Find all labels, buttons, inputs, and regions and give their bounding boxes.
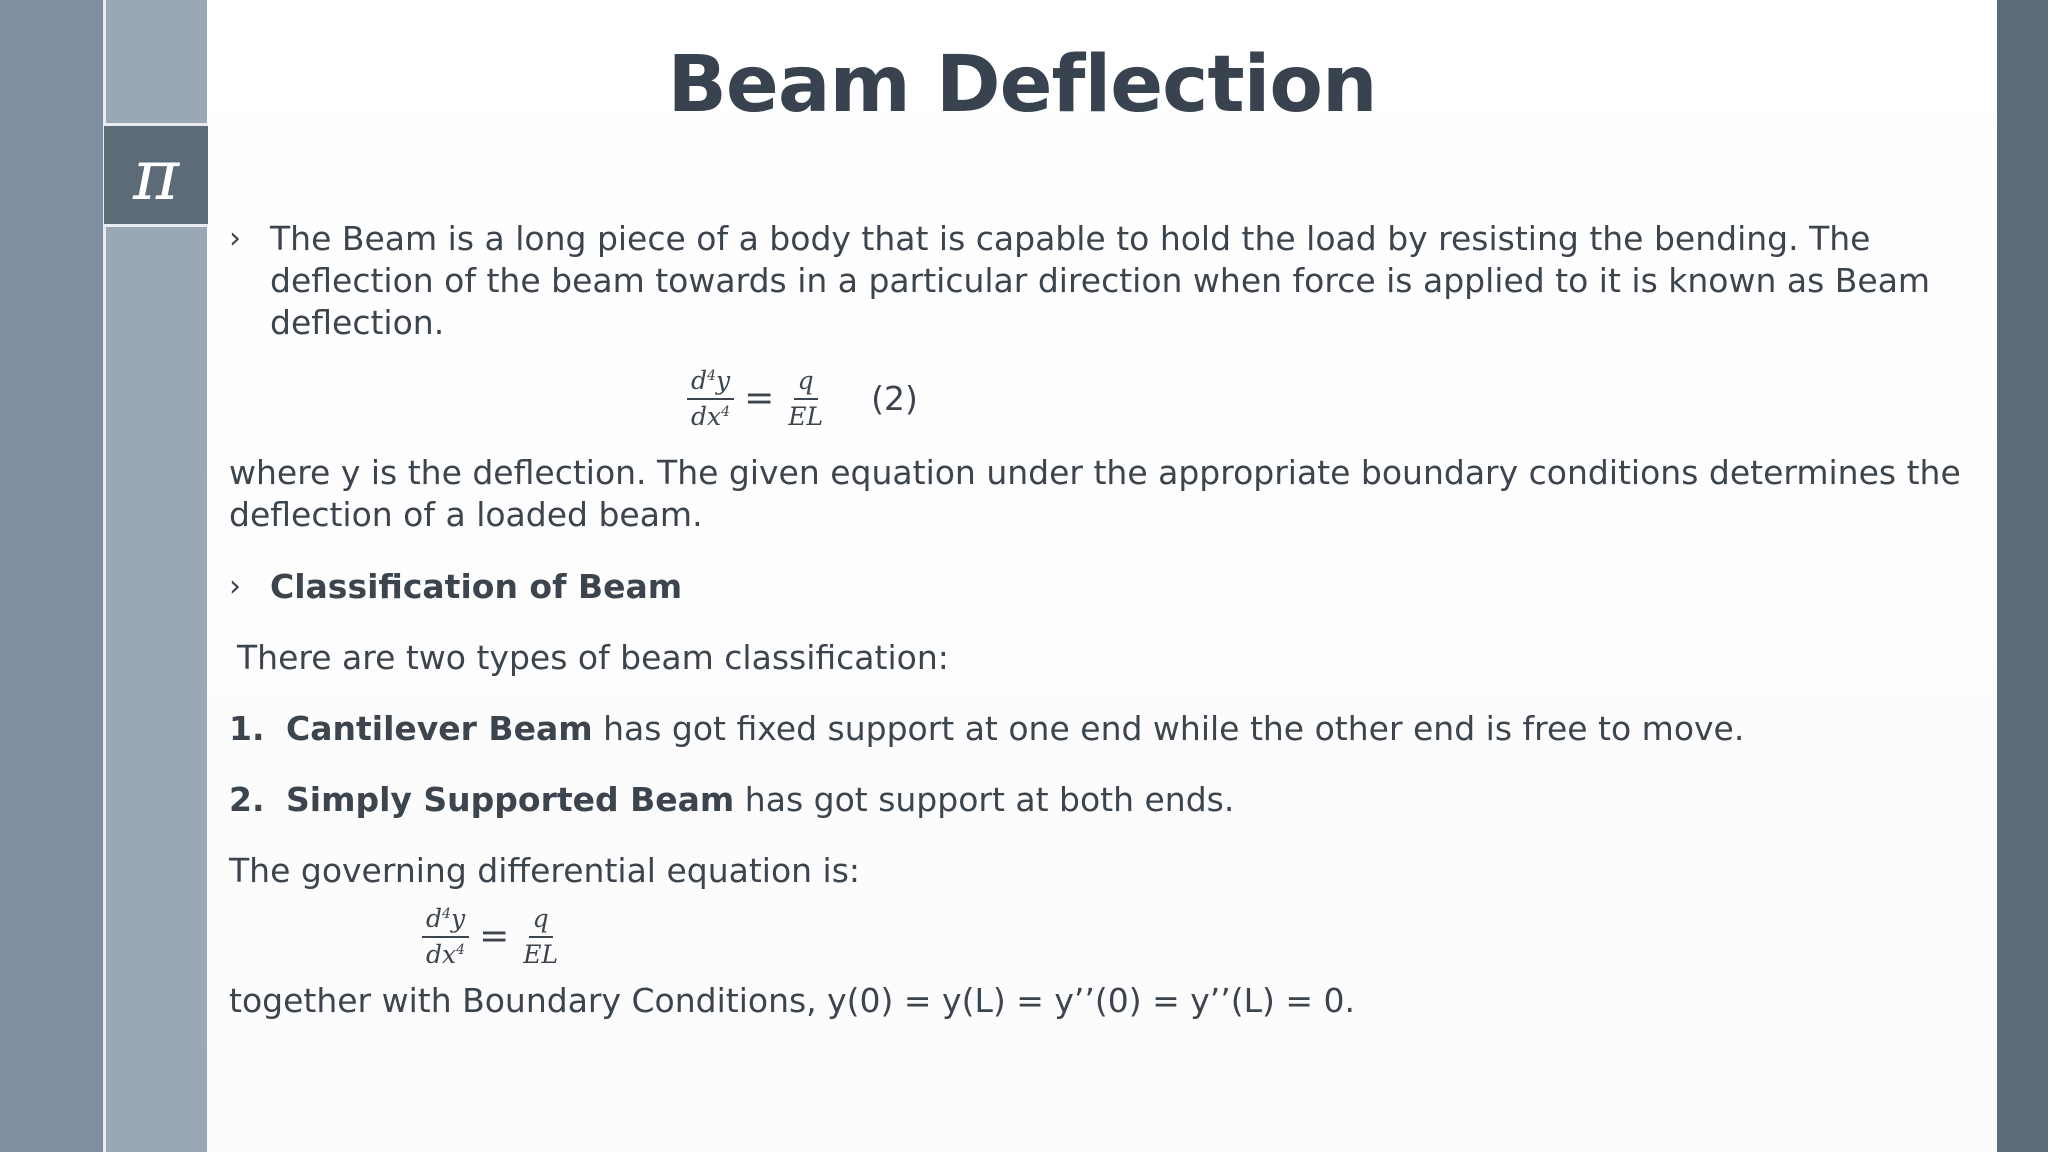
eq2-lhs-fraction: $\frac{d^4y}{dx^4}$ [422,904,469,970]
slide-title: Beam Deflection [667,40,1377,130]
bullet-classification [229,566,1969,608]
eq1-equals: = [744,378,775,419]
equation-number: (2) [871,379,918,418]
list-item-cantilever [229,708,1969,750]
eq2-equals: = [479,916,510,957]
classification-heading: Classification of Beam [270,567,683,606]
where-paragraph: where y is the deflection. The given equation under the appropriate boundary conditions determines the deflection of a loaded beam. [229,453,1961,534]
definition-text: The Beam is a long piece of a body that is capable to hold the load by resisting the bending. The deflection of the beam towards in a particular direction when force is applied to it is known as Beam deflection. [270,219,1931,342]
bullet-definition [229,218,1969,344]
equation-2 [422,904,1969,970]
bullet-chevron-icon: › [229,221,241,256]
right-band [1997,0,2048,1152]
equation-1 [687,366,1969,432]
types-intro: There are two types of beam classification: [237,638,949,677]
slide-content [229,218,1969,1022]
beam-type-name: Simply Supported Beam [286,780,735,819]
pi-logo-icon [104,123,208,227]
beam-type-desc: has got support at both ends. [734,780,1235,819]
bullet-chevron-icon: › [229,569,241,604]
list-number: 2. [229,780,265,819]
boundary-conditions: together with Boundary Conditions, y(0) = y(L) = y’’(0) = y’’(L) = 0. [229,981,1355,1020]
left-band-outer [0,0,103,1152]
eq1-rhs-fraction: $\frac{q}{EL}$ [788,366,824,431]
eq2-rhs-fraction: $\frac{q}{EL}$ [523,904,559,969]
list-number: 1. [229,709,265,748]
eq1-lhs-fraction: $\frac{d^4y}{dx^4}$ [687,366,734,432]
beam-type-desc: has got fixed support at one end while the other end is free to move. [592,709,1745,748]
governing-intro: The governing differential equation is: [229,851,861,890]
beam-type-name: Cantilever Beam [286,709,593,748]
pi-symbol: π [132,134,179,216]
list-item-simply-supported [229,779,1969,821]
